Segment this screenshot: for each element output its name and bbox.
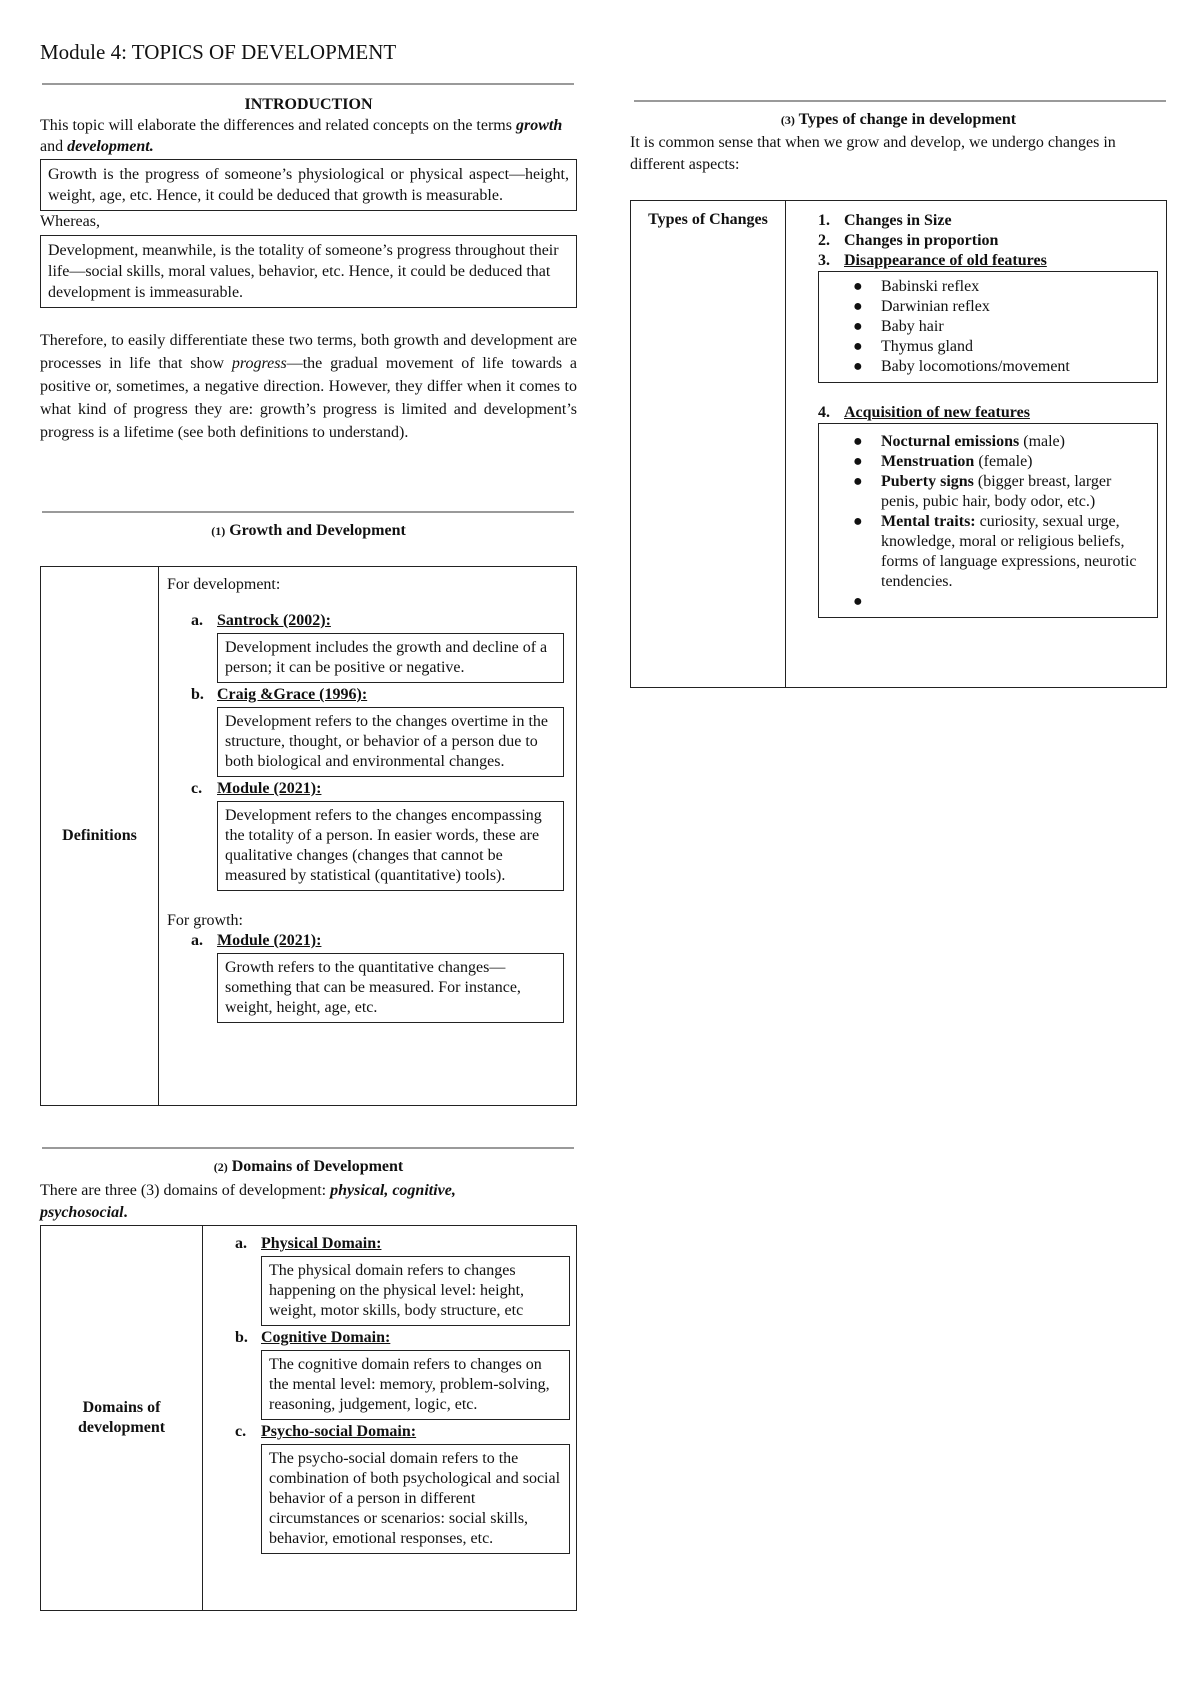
definition-item: b. Craig &Grace (1996): [191, 686, 368, 703]
term-progress: progress [231, 355, 287, 372]
definitions-table [40, 566, 577, 1106]
list-item: ● Puberty signs (bigger breast, larger penis, pubic hair, body odor, etc.) [853, 473, 1112, 510]
domain-terms: physical, cognitive, psychosocial [40, 1182, 456, 1221]
intro-lead: This topic will elaborate the differences and related concepts on the terms growth and development. [40, 117, 563, 155]
list-item: ● Menstruation (female) [853, 453, 1033, 470]
definition-quote-box: Growth refers to the quantitative changes—something that can be measured. For instance, weight, height, age, etc. [217, 953, 564, 1023]
list-item: ● Nocturnal emissions (male) [853, 433, 1065, 450]
introduction-section [40, 94, 577, 444]
list-item: ● Thymus gland [853, 338, 973, 355]
change-type-item: 1. Changes in Size [818, 212, 952, 229]
domain-item: b. Cognitive Domain: [235, 1329, 391, 1346]
definition-quote-box: Development refers to the changes overtime in the structure, thought, or behavior of a person due to both biological and environmental changes. [217, 707, 564, 777]
section3-intro: It is common sense that when we grow and develop, we undergo changes in different aspects: [630, 134, 1116, 173]
change-type-item: 2. Changes in proportion [818, 232, 999, 249]
page-title: Module 4: TOPICS OF DEVELOPMENT [40, 40, 397, 64]
definition-item: a. Santrock (2002): [191, 612, 331, 629]
section2-intro: There are three (3) domains of development: physical, cognitive, psychosocial. [40, 1182, 456, 1221]
types-label: Types of Changes [631, 201, 786, 688]
definition-item: a. Module (2021): [191, 932, 322, 949]
therefore-paragraph: Therefore, to easily differentiate these two terms, both growth and development are processes in life that show progress—the gradual movement of life towards a positive or, sometimes, a negative direction. However, they differ when it comes to what kind of progress they are: growth’s progress is limited and development’s progress is a lifetime (see both definitions to understand). [40, 332, 578, 441]
change-type-item: 4. Acquisition of new features [818, 404, 1030, 421]
divider [42, 1147, 574, 1149]
list-item-empty: ● [853, 593, 863, 610]
domain-description-box: The psycho-social domain refers to the combination of both psychological and social behavior of a person in different circumstances or scenarios: social skills, behavior, emotional responses, etc. [261, 1444, 570, 1554]
for-growth-label: For growth: [167, 912, 243, 929]
for-development-label: For development: [167, 576, 281, 593]
term-development: development. [67, 138, 154, 155]
definition-quote-box: Development refers to the changes encompassing the totality of a person. In easier words, these are qualitative changes (changes that cannot be measured by statistical (quantitative) tools). [217, 801, 564, 891]
growth-definition-box: Growth is the progress of someone’s physiological or physical aspect—height, weight, age, etc. Hence, it could be deduced that growth is measurable. [40, 159, 577, 211]
list-item: ● Babinski reflex [853, 278, 980, 295]
types-content [786, 201, 1167, 688]
definitions-label: Definitions [41, 567, 159, 1106]
definition-item: c. Module (2021): [191, 780, 322, 797]
domain-description-box: The cognitive domain refers to changes on the mental level: memory, problem-solving, reasoning, judgement, logic, etc. [261, 1350, 570, 1420]
divider [634, 100, 1166, 102]
domains-table [40, 1225, 577, 1611]
section2-title: (2) Domains of Development [213, 1158, 404, 1175]
section1-title: (1) Growth and Development [211, 522, 406, 539]
intro-heading: INTRODUCTION [244, 96, 373, 113]
domains-content [203, 1226, 577, 1611]
definitions-content [159, 567, 577, 1106]
list-item: ● Darwinian reflex [853, 298, 990, 315]
section3-title: (3) Types of change in development [780, 111, 1017, 128]
whereas-text: Whereas, [40, 213, 100, 230]
list-item: ● Baby hair [853, 318, 944, 335]
types-of-changes-table [630, 200, 1167, 688]
divider [42, 511, 574, 513]
list-item: ● Mental traits: curiosity, sexual urge, knowledge, moral or religious beliefs, forms of language expressions, neurotic tendencies. [853, 513, 1137, 590]
development-definition-box: Development, meanwhile, is the totality of someone’s progress throughout their life—social skills, moral values, behavior, etc. Hence, it could be deduced that development is immeasurable. [40, 235, 577, 308]
divider [42, 83, 574, 85]
list-item: ● Baby locomotions/movement [853, 358, 1070, 375]
new-features-box [818, 423, 1158, 618]
domains-label: Domains of development [41, 1226, 203, 1611]
domain-item: a. Physical Domain: [235, 1235, 382, 1252]
domain-item: c. Psycho-social Domain: [235, 1423, 417, 1440]
change-type-item: 3. Disappearance of old features [818, 252, 1047, 269]
domain-description-box: The physical domain refers to changes happening on the physical level: height, weight, motor skills, body structure, etc [261, 1256, 570, 1326]
term-growth: growth [515, 117, 563, 134]
definition-quote-box: Development includes the growth and decline of a person; it can be positive or negative. [217, 633, 564, 683]
old-features-box [818, 271, 1158, 383]
